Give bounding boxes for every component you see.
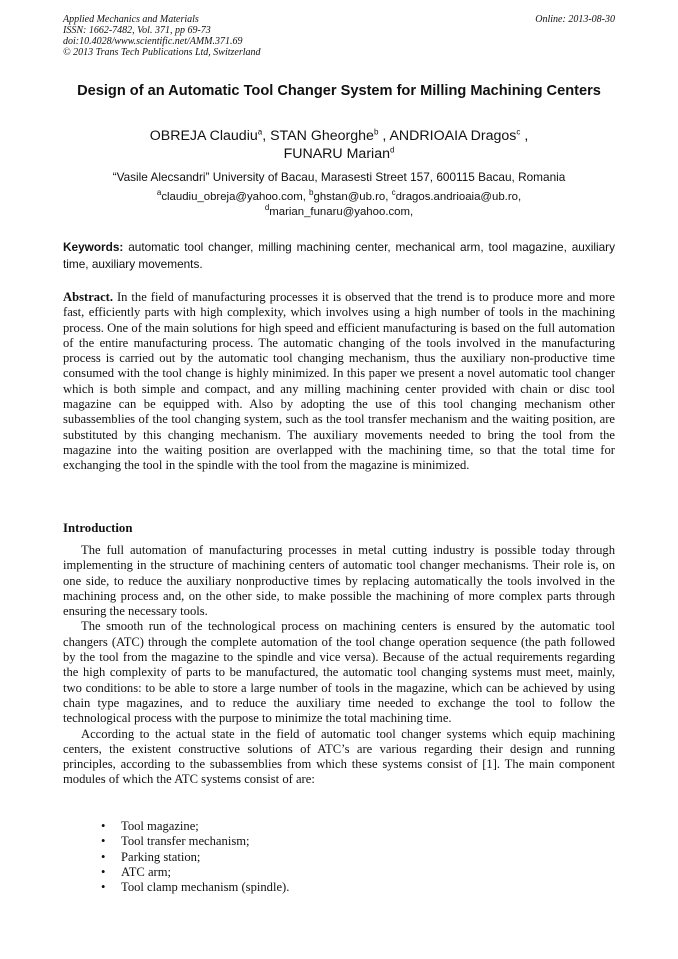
bullet-icon: • xyxy=(101,864,106,879)
list-item xyxy=(101,834,289,849)
author-mark: a xyxy=(257,127,263,137)
doi-line: doi:10.4028/www.scientific.net/AMM.371.69 xyxy=(63,36,243,47)
author-mark: b xyxy=(373,127,379,137)
email-address[interactable]: marian_funaru@yahoo.com, xyxy=(269,206,414,218)
author-mark: d xyxy=(389,145,395,155)
author-mark: c xyxy=(516,127,521,137)
email-mark: a xyxy=(156,188,162,198)
author-list xyxy=(63,127,615,163)
online-date: Online: 2013-08-30 xyxy=(535,14,615,25)
copyright-line: © 2013 Trans Tech Publications Ltd, Switzerland xyxy=(63,47,261,58)
email-address[interactable]: ghstan@ub.ro, xyxy=(313,191,392,203)
list-item-text: Tool clamp mechanism (spindle). xyxy=(121,880,290,895)
author-separator: , xyxy=(378,128,390,144)
journal-header xyxy=(63,14,261,58)
list-item-text: Tool magazine; xyxy=(121,819,199,833)
issn-line: ISSN: 1662-7482, Vol. 371, pp 69-73 xyxy=(63,25,211,36)
author-separator: , xyxy=(262,128,271,144)
author-name: ANDRIOAIA Dragos xyxy=(389,128,517,144)
abstract-block xyxy=(63,290,615,474)
list-item-text: ATC arm; xyxy=(121,864,172,879)
keywords-text: automatic tool changer, milling machining center, mechanical arm, tool magazine, auxiliary time, auxiliary movements. xyxy=(63,240,615,271)
abstract-label: Abstract. xyxy=(63,290,114,304)
abstract-text: In the field of manufacturing processes it is observed that the trend is to produce more and more fast, efficiently parts with high complexity, which involves using a high number of tools in the machining process. One of the main solutions for high speed and efficient manufacturing is based on the full automation of the entire manufacturing process. The automatic changing of the tools involved in the manufacturing process is carried out by the automatic tool changing mechanism, thus the auxiliary non-productive time consumed with the tool change is highly minimized. In this paper we present a novel automatic tool changer which is both simple and compact, and any milling machining center provided with chain or disc tool magazine can be equipped with. Also by adopting the use of this tool changing mechanism other subassemblies of the tool changing system, such as the tool transfer mechanism and the waiting position, are substituted by this changing mechanism. The auxiliary movements needed to bring the tool from the magazine into the waiting position are overlapped with the machining time, so that the total time for exchanging the tool in the spindle with the tool from the magazine is minimized. xyxy=(63,290,615,473)
list-item xyxy=(101,880,289,895)
email-mark: d xyxy=(264,203,270,213)
email-mark: c xyxy=(391,188,396,198)
author-name: STAN Gheorghe xyxy=(270,128,374,144)
journal-name: Applied Mechanics and Materials xyxy=(63,14,199,25)
bullet-icon: • xyxy=(101,849,106,864)
author-name: FUNARU Marian xyxy=(283,146,390,162)
email-list xyxy=(63,190,615,220)
author-name: OBREJA Claudiu xyxy=(149,128,258,144)
bullet-icon: • xyxy=(101,880,106,895)
paragraph: According to the actual state in the field of automatic tool changer systems which equip machining centers, the existent constructive solutions of ATC’s are various regarding their design and running principles, according to the subassemblies from which these systems consist of [1]. The main component modules of which the ATC systems consist of are: xyxy=(63,726,615,787)
bullet-icon: • xyxy=(101,834,106,849)
email-mark: b xyxy=(309,188,314,198)
email-address[interactable]: dragos.andrioaia@ub.ro, xyxy=(395,191,522,203)
paper-title: Design of an Automatic Tool Changer System for Milling Machining Centers xyxy=(77,83,601,99)
email-address[interactable]: claudiu_obreja@yahoo.com, xyxy=(161,191,310,203)
list-item xyxy=(101,819,289,834)
affiliation: “Vasile Alecsandri” University of Bacau, Marasesti Street 157, 600115 Bacau, Romania xyxy=(112,170,566,184)
bullet-icon: • xyxy=(101,819,106,833)
list-item xyxy=(101,865,289,880)
paragraph: The full automation of manufacturing processes in metal cutting industry is possible today through implementing in the structure of machining centers of automatic tool changer mechanisms. Their role is, on one side, to reduce the auxiliary nonproductive times by replacing automatically the tools involved in the machining process and, on the other side, to make possible the machining of more complex parts through ensuring the necessary tools. xyxy=(63,543,615,619)
list-item-text: Tool transfer mechanism; xyxy=(121,834,250,849)
keywords-label: Keywords: xyxy=(63,240,124,254)
component-list xyxy=(101,819,289,895)
paragraph: The smooth run of the technological process on machining centers is ensured by the automatic tool changers (ATC) through the complete automation of the tool change operation sequence (the path followed by the tool from the magazine to the spindle and vice versa). Because of the actual requirements regarding the high complexity of parts to be manufactured, the automatic tool changing systems must meet, mainly, two conditions: to be able to store a large number of tools in the magazine, which can be achieved by using chain type magazines, and to reduce the auxiliary time needed to exchange the tool to follow the technological process with the purpose to minimize the total machining time. xyxy=(63,619,615,726)
keywords-block xyxy=(63,239,615,273)
list-item xyxy=(101,850,289,865)
author-separator: , xyxy=(520,128,529,144)
list-item-text: Parking station; xyxy=(121,849,201,864)
introduction-body xyxy=(63,543,615,788)
introduction-heading: Introduction xyxy=(63,521,133,535)
